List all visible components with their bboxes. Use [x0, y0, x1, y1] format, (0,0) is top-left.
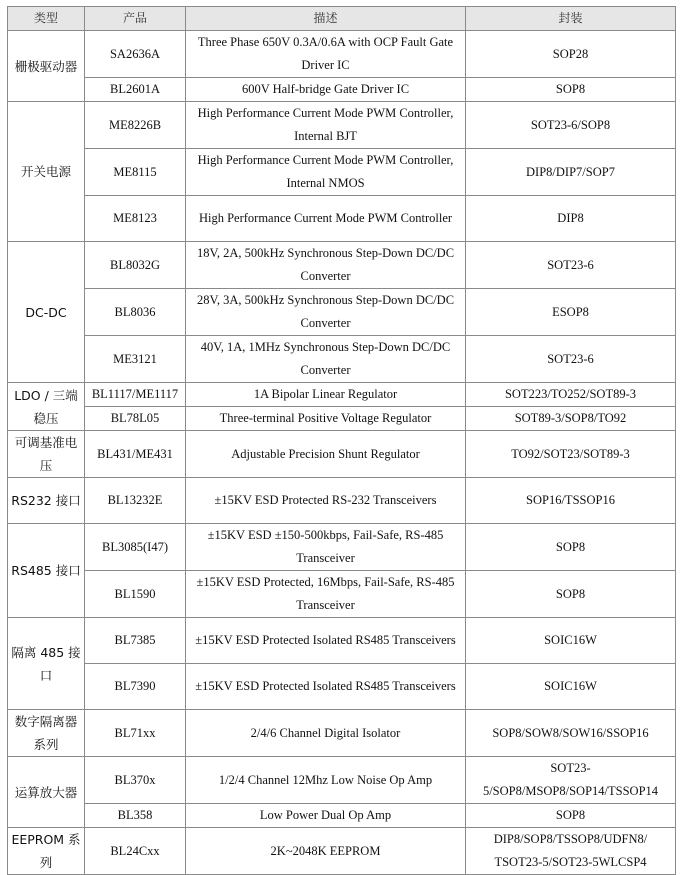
description-cell: High Performance Current Mode PWM Controller, Internal NMOS	[186, 149, 466, 196]
header-product: 产品	[85, 7, 186, 31]
product-cell: BL24Cxx	[85, 828, 186, 875]
description-cell: Three Phase 650V 0.3A/0.6A with OCP Fault Gate Driver IC	[186, 31, 466, 78]
description-cell: 1A Bipolar Linear Regulator	[186, 383, 466, 407]
package-cell: SOP8/SOW8/SOW16/SSOP16	[466, 710, 676, 757]
product-cell: ME8226B	[85, 102, 186, 149]
description-cell: ±15KV ESD ±150-500kbps, Fail-Safe, RS-485 Transceiver	[186, 524, 466, 571]
type-cell: 栅极驱动器	[8, 31, 85, 102]
package-cell: DIP8/DIP7/SOP7	[466, 149, 676, 196]
description-cell: 28V, 3A, 500kHz Synchronous Step-Down DC/DC Converter	[186, 289, 466, 336]
type-cell: 数字隔离器系列	[8, 710, 85, 757]
package-cell: ESOP8	[466, 289, 676, 336]
table-row	[8, 407, 676, 431]
header-package: 封装	[466, 7, 676, 31]
product-cell: ME3121	[85, 336, 186, 383]
product-cell: BL7390	[85, 664, 186, 710]
package-cell: SOP28	[466, 31, 676, 78]
table-row	[8, 383, 676, 407]
product-table	[7, 6, 676, 875]
table-row	[8, 242, 676, 289]
type-cell: RS232 接口	[8, 478, 85, 524]
table-row	[8, 618, 676, 664]
product-cell: BL1590	[85, 571, 186, 618]
package-cell: TO92/SOT23/SOT89-3	[466, 431, 676, 478]
package-cell: SOP8	[466, 571, 676, 618]
product-cell: BL8032G	[85, 242, 186, 289]
table-row	[8, 196, 676, 242]
description-cell: 600V Half-bridge Gate Driver IC	[186, 78, 466, 102]
header-description: 描述	[186, 7, 466, 31]
product-cell: BL1117/ME1117	[85, 383, 186, 407]
description-cell: Adjustable Precision Shunt Regulator	[186, 431, 466, 478]
package-cell: SOT223/TO252/SOT89-3	[466, 383, 676, 407]
package-cell: SOT89-3/SOP8/TO92	[466, 407, 676, 431]
package-cell: SOT23-6/SOP8	[466, 102, 676, 149]
package-cell: SOT23-5/SOP8/MSOP8/SOP14/TSSOP14	[466, 757, 676, 804]
type-cell: DC-DC	[8, 242, 85, 383]
table-row	[8, 336, 676, 383]
description-cell: High Performance Current Mode PWM Controller	[186, 196, 466, 242]
package-cell: DIP8/SOP8/TSSOP8/UDFN8/ TSOT23-5/SOT23-5WLCSP4	[466, 828, 676, 875]
description-cell: 1/2/4 Channel 12Mhz Low Noise Op Amp	[186, 757, 466, 804]
table-row	[8, 571, 676, 618]
product-cell: BL358	[85, 804, 186, 828]
product-cell: BL2601A	[85, 78, 186, 102]
table-row	[8, 102, 676, 149]
package-cell: SOP8	[466, 804, 676, 828]
description-cell: 2/4/6 Channel Digital Isolator	[186, 710, 466, 757]
product-cell: BL71xx	[85, 710, 186, 757]
type-cell: LDO / 三端稳压	[8, 383, 85, 431]
type-cell: 隔离 485 接口	[8, 618, 85, 710]
description-cell: 2K~2048K EEPROM	[186, 828, 466, 875]
product-cell: BL8036	[85, 289, 186, 336]
description-cell: 18V, 2A, 500kHz Synchronous Step-Down DC/DC Converter	[186, 242, 466, 289]
package-cell: SOT23-6	[466, 336, 676, 383]
table-row	[8, 149, 676, 196]
header-row	[8, 7, 676, 31]
description-cell: ±15KV ESD Protected Isolated RS485 Transceivers	[186, 618, 466, 664]
table-row	[8, 524, 676, 571]
package-cell: DIP8	[466, 196, 676, 242]
product-cell: ME8115	[85, 149, 186, 196]
description-cell: Low Power Dual Op Amp	[186, 804, 466, 828]
description-cell: ±15KV ESD Protected Isolated RS485 Transceivers	[186, 664, 466, 710]
type-cell: EEPROM 系列	[8, 828, 85, 875]
product-cell: BL370x	[85, 757, 186, 804]
product-cell: BL431/ME431	[85, 431, 186, 478]
table-row	[8, 828, 676, 875]
product-cell: BL3085(I47)	[85, 524, 186, 571]
table-row	[8, 710, 676, 757]
table-row	[8, 478, 676, 524]
package-cell: SOP16/TSSOP16	[466, 478, 676, 524]
product-cell: BL78L05	[85, 407, 186, 431]
table-row	[8, 664, 676, 710]
description-cell: ±15KV ESD Protected RS-232 Transceivers	[186, 478, 466, 524]
type-cell: 可调基准电压	[8, 431, 85, 478]
package-cell: SOIC16W	[466, 618, 676, 664]
product-cell: BL13232E	[85, 478, 186, 524]
table-row	[8, 31, 676, 78]
table-row	[8, 78, 676, 102]
package-cell: SOIC16W	[466, 664, 676, 710]
type-cell: 开关电源	[8, 102, 85, 242]
product-cell: BL7385	[85, 618, 186, 664]
table-row	[8, 431, 676, 478]
product-cell: SA2636A	[85, 31, 186, 78]
description-cell: ±15KV ESD Protected, 16Mbps, Fail-Safe, RS-485 Transceiver	[186, 571, 466, 618]
package-cell: SOP8	[466, 524, 676, 571]
table-row	[8, 757, 676, 804]
table-row	[8, 289, 676, 336]
table-row	[8, 804, 676, 828]
package-cell: SOT23-6	[466, 242, 676, 289]
header-type: 类型	[8, 7, 85, 31]
package-cell: SOP8	[466, 78, 676, 102]
description-cell: High Performance Current Mode PWM Controller, Internal BJT	[186, 102, 466, 149]
product-cell: ME8123	[85, 196, 186, 242]
type-cell: 运算放大器	[8, 757, 85, 828]
description-cell: Three-terminal Positive Voltage Regulator	[186, 407, 466, 431]
description-cell: 40V, 1A, 1MHz Synchronous Step-Down DC/DC Converter	[186, 336, 466, 383]
type-cell: RS485 接口	[8, 524, 85, 618]
